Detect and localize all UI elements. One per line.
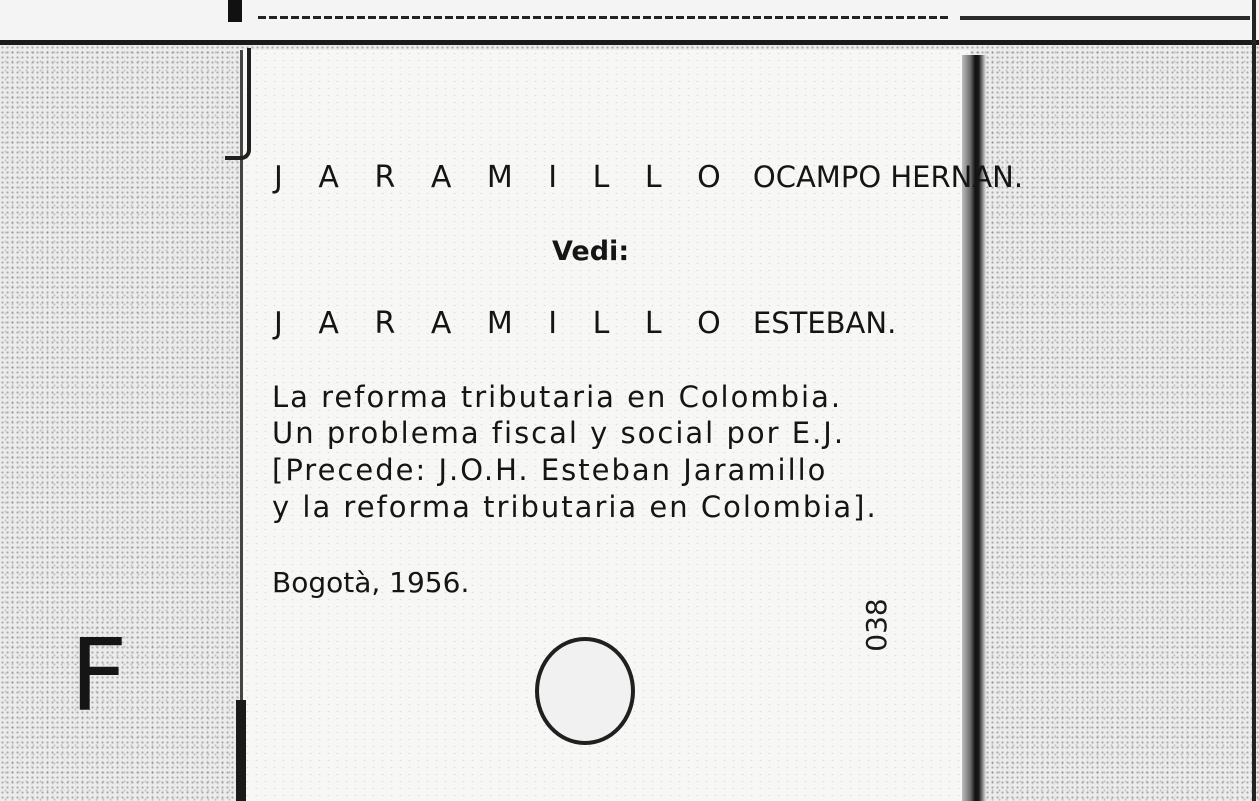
author-2-given-names: ESTEBAN.: [752, 306, 897, 340]
top-frame-dashed-line: [258, 16, 948, 19]
drawer-section-letter: F: [70, 617, 128, 734]
author-2-surname: J A R A M I L L O: [274, 306, 734, 341]
place-and-date: Bogotà, 1956.: [272, 566, 470, 599]
top-frame-solid-line: [960, 16, 1250, 20]
top-frame-notch: [228, 0, 242, 22]
title-line-1: La reforma tributaria en Colombia.: [272, 380, 843, 414]
title-line-2: Un problema fiscal y social por E.J.: [272, 416, 846, 450]
shelf-number: 038: [860, 598, 893, 652]
title-line-4: y la reforma tributaria en Colombia].: [272, 490, 878, 524]
title-line-3: [Precede: J.O.H. Esteban Jaramillo: [272, 453, 828, 487]
author-heading-1: [274, 160, 1023, 195]
right-page-edge: [1252, 0, 1256, 801]
top-frame-border: [0, 0, 1259, 45]
card-holder-clip-bottom: [236, 700, 246, 801]
author-1-given-names: OCAMPO HERNAN.: [752, 160, 1024, 194]
see-reference-label: Vedi:: [552, 236, 630, 267]
card-punch-hole: [535, 637, 635, 745]
author-heading-2: [274, 306, 896, 341]
card-holder-clip-top: [225, 48, 251, 160]
author-1-surname: J A R A M I L L O: [274, 160, 734, 195]
